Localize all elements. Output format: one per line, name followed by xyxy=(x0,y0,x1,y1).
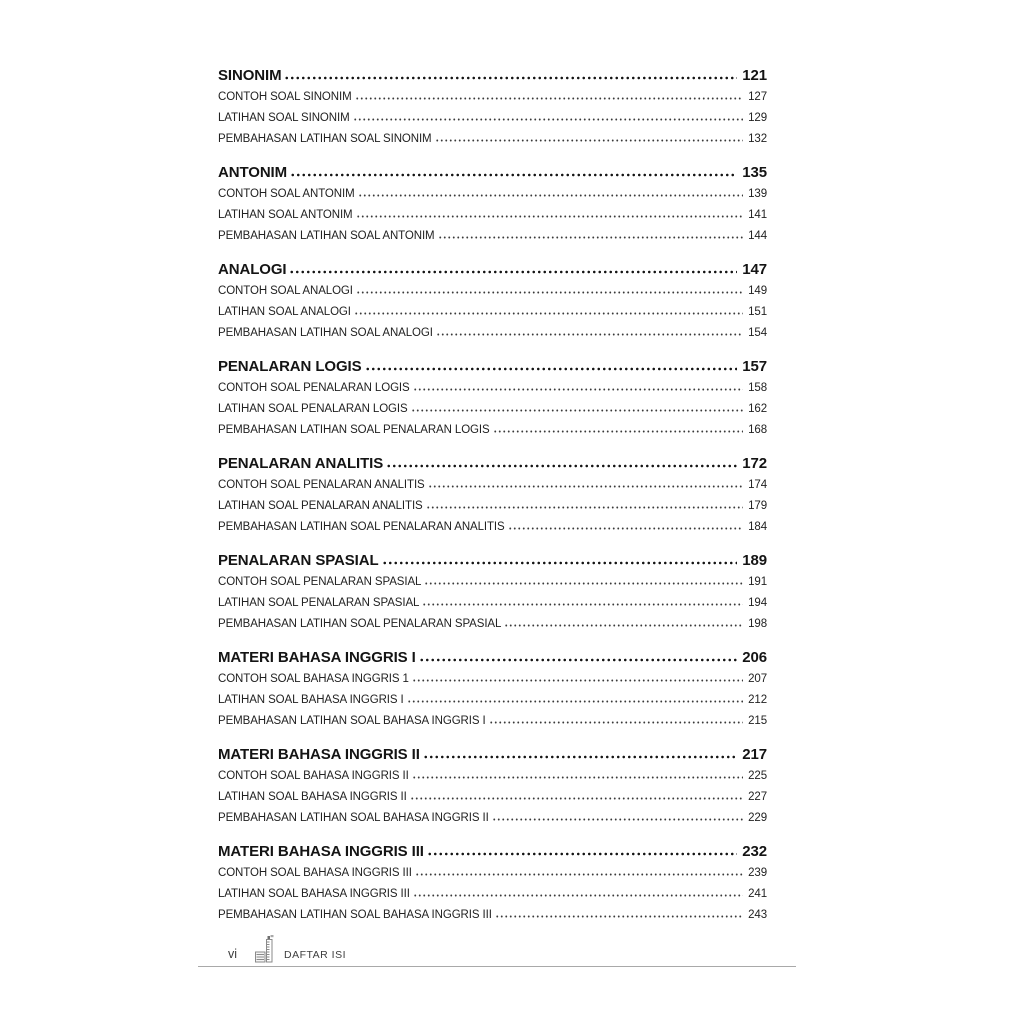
toc-page-number: 157 xyxy=(742,358,767,375)
toc-page-number: 127 xyxy=(748,91,767,103)
toc-entry-label: LATIHAN SOAL BAHASA INGGRIS I xyxy=(218,694,404,706)
leader-dots xyxy=(284,76,737,80)
toc-entry-label: PEMBAHASAN LATIHAN SOAL SINONIM xyxy=(218,133,432,145)
toc-page-number: 239 xyxy=(748,867,767,879)
toc-page-number: 162 xyxy=(748,403,767,415)
toc-entry xyxy=(218,108,767,129)
toc-entry-label: ANALOGI xyxy=(218,261,287,278)
toc-entry-label: CONTOH SOAL SINONIM xyxy=(218,91,352,103)
toc-page-number: 151 xyxy=(748,306,767,318)
toc-page-number: 172 xyxy=(742,455,767,472)
leader-dots xyxy=(355,97,744,100)
toc-page-number: 174 xyxy=(748,479,767,491)
footer-page-number: vi xyxy=(228,947,238,961)
toc-page-number: 215 xyxy=(748,715,767,727)
toc-entry-label: PEMBAHASAN LATIHAN SOAL PENALARAN SPASIAL xyxy=(218,618,502,630)
leader-dots xyxy=(413,388,744,391)
leader-dots xyxy=(365,367,738,371)
leader-dots xyxy=(495,915,743,918)
toc-section-heading xyxy=(218,355,767,378)
leader-dots xyxy=(356,215,744,218)
toc-entry xyxy=(218,766,767,787)
toc xyxy=(218,64,767,937)
toc-page-number: 139 xyxy=(748,188,767,200)
toc-entry-label: PEMBAHASAN LATIHAN SOAL ANTONIM xyxy=(218,230,435,242)
toc-section-heading xyxy=(218,452,767,475)
toc-entry-label: PEMBAHASAN LATIHAN SOAL BAHASA INGGRIS I xyxy=(218,715,486,727)
toc-entry-label: MATERI BAHASA INGGRIS I xyxy=(218,649,416,666)
toc-page-number: 121 xyxy=(742,67,767,84)
toc-page-number: 158 xyxy=(748,382,767,394)
toc-page-number: 229 xyxy=(748,812,767,824)
leader-dots xyxy=(489,721,744,724)
toc-entry-label: CONTOH SOAL ANTONIM xyxy=(218,188,355,200)
toc-section-heading xyxy=(218,646,767,669)
toc-page-number: 129 xyxy=(748,112,767,124)
leader-dots xyxy=(358,194,744,197)
leader-dots xyxy=(382,561,738,565)
toc-entry xyxy=(218,572,767,593)
toc-page-number: 217 xyxy=(742,746,767,763)
leader-dots xyxy=(426,506,744,509)
toc-entry-label: LATIHAN SOAL ANALOGI xyxy=(218,306,351,318)
leader-dots xyxy=(424,582,743,585)
toc-page-number: 144 xyxy=(748,230,767,242)
toc-section xyxy=(218,161,767,247)
building-icon xyxy=(254,935,275,963)
toc-entry xyxy=(218,475,767,496)
toc-page-number: 225 xyxy=(748,770,767,782)
toc-entry-label: CONTOH SOAL ANALOGI xyxy=(218,285,353,297)
leader-dots xyxy=(428,485,743,488)
toc-page-number: 189 xyxy=(742,552,767,569)
toc-page-number: 232 xyxy=(742,843,767,860)
leader-dots xyxy=(427,852,737,856)
toc-page-number: 206 xyxy=(742,649,767,666)
toc-entry xyxy=(218,711,767,732)
leader-dots xyxy=(407,700,743,703)
toc-entry xyxy=(218,808,767,829)
toc-page-number: 135 xyxy=(742,164,767,181)
toc-entry-label: LATIHAN SOAL PENALARAN LOGIS xyxy=(218,403,408,415)
toc-entry-label: SINONIM xyxy=(218,67,282,84)
toc-entry xyxy=(218,614,767,635)
toc-entry-label: LATIHAN SOAL SINONIM xyxy=(218,112,350,124)
toc-section-heading xyxy=(218,840,767,863)
toc-entry xyxy=(218,281,767,302)
leader-dots xyxy=(436,333,743,336)
leader-dots xyxy=(410,797,743,800)
toc-entry xyxy=(218,87,767,108)
toc-page-number: 227 xyxy=(748,791,767,803)
leader-dots xyxy=(290,173,737,177)
toc-section-heading xyxy=(218,64,767,87)
toc-page-number: 154 xyxy=(748,327,767,339)
toc-entry xyxy=(218,690,767,711)
toc-page-number: 212 xyxy=(748,694,767,706)
toc-section-heading xyxy=(218,743,767,766)
leader-dots xyxy=(413,894,743,897)
toc-entry-label: CONTOH SOAL BAHASA INGGRIS 1 xyxy=(218,673,409,685)
toc-page-number: 132 xyxy=(748,133,767,145)
toc-entry-label: LATIHAN SOAL BAHASA INGGRIS III xyxy=(218,888,410,900)
leader-dots xyxy=(412,679,743,682)
leader-dots xyxy=(493,430,744,433)
toc-entry-label: CONTOH SOAL BAHASA INGGRIS III xyxy=(218,867,412,879)
toc-page-number: 194 xyxy=(748,597,767,609)
toc-entry xyxy=(218,226,767,247)
toc-entry-label: CONTOH SOAL PENALARAN ANALITIS xyxy=(218,479,425,491)
toc-entry-label: PEMBAHASAN LATIHAN SOAL PENALARAN LOGIS xyxy=(218,424,490,436)
toc-section-heading xyxy=(218,161,767,184)
toc-entry-label: MATERI BAHASA INGGRIS III xyxy=(218,843,424,860)
toc-page-number: 198 xyxy=(748,618,767,630)
toc-entry-label: PENALARAN SPASIAL xyxy=(218,552,379,569)
toc-entry-label: LATIHAN SOAL PENALARAN SPASIAL xyxy=(218,597,420,609)
leader-dots xyxy=(435,139,744,142)
toc-page-number: 184 xyxy=(748,521,767,533)
toc-page-number: 149 xyxy=(748,285,767,297)
toc-section xyxy=(218,452,767,538)
toc-entry xyxy=(218,669,767,690)
toc-entry xyxy=(218,517,767,538)
leader-dots xyxy=(423,755,737,759)
toc-section xyxy=(218,840,767,926)
toc-entry xyxy=(218,863,767,884)
leader-dots xyxy=(438,236,744,239)
toc-page-number: 168 xyxy=(748,424,767,436)
page-footer xyxy=(198,933,796,967)
toc-entry-label: LATIHAN SOAL PENALARAN ANALITIS xyxy=(218,500,423,512)
toc-entry-label: CONTOH SOAL PENALARAN LOGIS xyxy=(218,382,410,394)
leader-dots xyxy=(289,270,737,274)
leader-dots xyxy=(411,409,744,412)
toc-page-number: 207 xyxy=(748,673,767,685)
toc-entry-label: MATERI BAHASA INGGRIS II xyxy=(218,746,420,763)
leader-dots xyxy=(386,464,737,468)
toc-page-number: 241 xyxy=(748,888,767,900)
toc-section-heading xyxy=(218,549,767,572)
toc-entry-label: PENALARAN LOGIS xyxy=(218,358,362,375)
toc-entry xyxy=(218,496,767,517)
toc-section xyxy=(218,743,767,829)
toc-section xyxy=(218,646,767,732)
leader-dots xyxy=(353,118,744,121)
toc-entry-label: CONTOH SOAL PENALARAN SPASIAL xyxy=(218,576,422,588)
leader-dots xyxy=(415,873,743,876)
toc-entry-label: PEMBAHASAN LATIHAN SOAL PENALARAN ANALITIS xyxy=(218,521,505,533)
leader-dots xyxy=(504,624,743,627)
toc-entry xyxy=(218,884,767,905)
toc-page-number: 147 xyxy=(742,261,767,278)
toc-entry xyxy=(218,184,767,205)
toc-entry xyxy=(218,399,767,420)
toc-section xyxy=(218,355,767,441)
leader-dots xyxy=(356,291,743,294)
toc-entry-label: PENALARAN ANALITIS xyxy=(218,455,384,472)
toc-entry xyxy=(218,378,767,399)
toc-entry-label: ANTONIM xyxy=(218,164,288,181)
toc-page-number: 191 xyxy=(748,576,767,588)
leader-dots xyxy=(419,658,738,662)
toc-entry xyxy=(218,420,767,441)
toc-page-number: 179 xyxy=(748,500,767,512)
toc-section xyxy=(218,549,767,635)
toc-entry xyxy=(218,129,767,150)
leader-dots xyxy=(422,603,743,606)
toc-entry-label: LATIHAN SOAL BAHASA INGGRIS II xyxy=(218,791,407,803)
toc-section xyxy=(218,64,767,150)
toc-entry-label: CONTOH SOAL BAHASA INGGRIS II xyxy=(218,770,409,782)
toc-entry-label: PEMBAHASAN LATIHAN SOAL BAHASA INGGRIS II xyxy=(218,812,489,824)
toc-entry-label: PEMBAHASAN LATIHAN SOAL ANALOGI xyxy=(218,327,433,339)
toc-entry xyxy=(218,323,767,344)
toc-entry xyxy=(218,302,767,323)
toc-section-heading xyxy=(218,258,767,281)
toc-entry-label: LATIHAN SOAL ANTONIM xyxy=(218,209,353,221)
toc-section xyxy=(218,258,767,344)
leader-dots xyxy=(508,527,744,530)
toc-page-number: 243 xyxy=(748,909,767,921)
toc-entry xyxy=(218,205,767,226)
toc-entry xyxy=(218,905,767,926)
footer-label: DAFTAR ISI xyxy=(284,949,347,961)
toc-page-number: 141 xyxy=(748,209,767,221)
toc-entry xyxy=(218,787,767,808)
leader-dots xyxy=(412,776,743,779)
toc-entry xyxy=(218,593,767,614)
leader-dots xyxy=(492,818,743,821)
toc-entry-label: PEMBAHASAN LATIHAN SOAL BAHASA INGGRIS III xyxy=(218,909,492,921)
leader-dots xyxy=(354,312,743,315)
